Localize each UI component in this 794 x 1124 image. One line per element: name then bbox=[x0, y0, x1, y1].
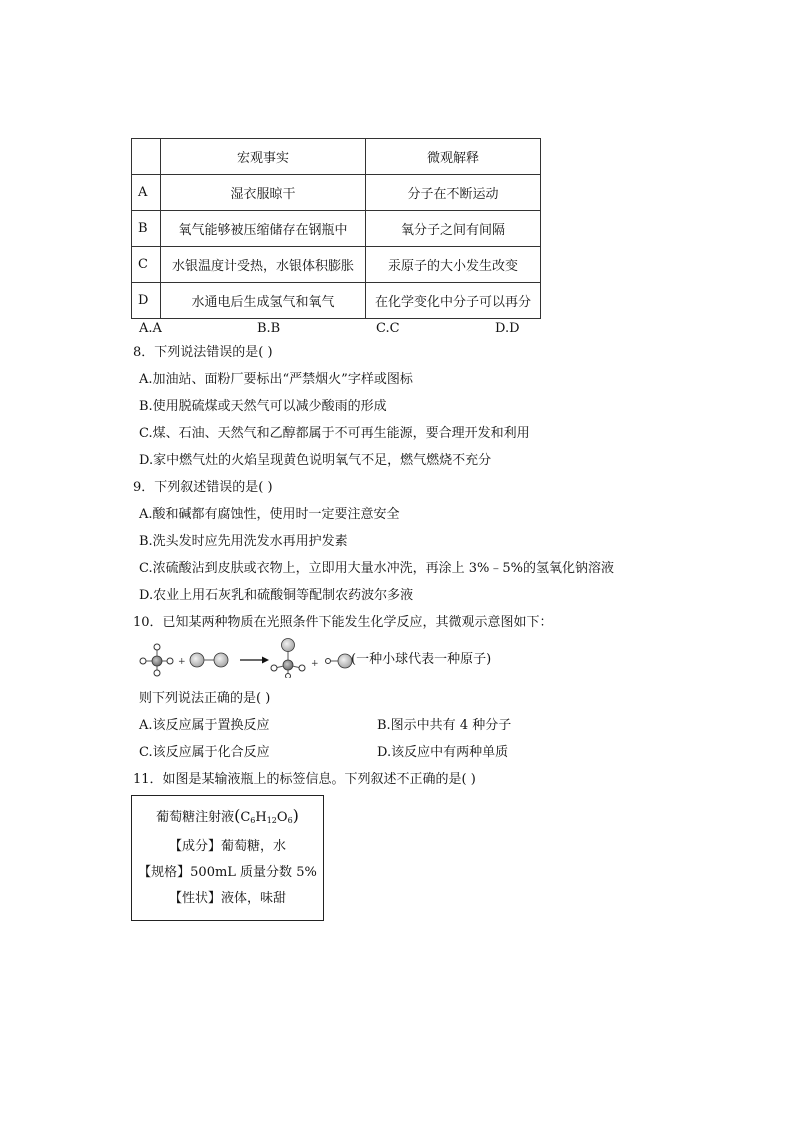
label-specification: 【规格】500mL 质量分数 5% bbox=[138, 865, 317, 880]
svg-text:+: + bbox=[178, 657, 186, 667]
q10-sub-stem: 则下列说法正确的是( ) bbox=[139, 691, 271, 706]
reaction-arrow-icon bbox=[240, 657, 269, 664]
table-header-cell: 微观解释 bbox=[366, 139, 541, 175]
q7-option-d: D.D bbox=[495, 321, 520, 336]
table-cell: B bbox=[132, 211, 161, 247]
label-title-line bbox=[132, 806, 323, 825]
reaction-diagram bbox=[136, 636, 356, 678]
product-molecule-1 bbox=[271, 639, 305, 679]
q10-stem: 10．已知某两种物质在光照条件下能发生化学反应，其微观示意图如下： bbox=[133, 615, 553, 630]
table-header-cell: 宏观事实 bbox=[161, 139, 366, 175]
table-header-cell bbox=[132, 139, 161, 175]
table-cell: 水银温度计受热，水银体积膨胀 bbox=[161, 247, 366, 283]
product-molecule-2 bbox=[326, 654, 353, 668]
table-row bbox=[132, 211, 541, 247]
q10-option-a: A.该反应属于置换反应 bbox=[139, 718, 270, 733]
q7-option-c: C.C bbox=[376, 321, 400, 336]
svg-text:+: + bbox=[311, 659, 319, 669]
reactant-molecule-2 bbox=[190, 653, 228, 667]
table-cell: D bbox=[132, 283, 161, 319]
question-7-table bbox=[131, 138, 541, 319]
table-header-row bbox=[132, 139, 541, 175]
q8-option-b: B.使用脱硫煤或天然气可以减少酸雨的形成 bbox=[139, 399, 387, 414]
q10-option-b: B.图示中共有 4 种分子 bbox=[377, 718, 512, 733]
table-row bbox=[132, 175, 541, 211]
label-formula: $(C_6H_{12}O_6)$ bbox=[234, 806, 299, 825]
table-row bbox=[132, 247, 541, 283]
q9-option-c: C.浓硫酸沾到皮肤或衣物上，立即用大量水冲洗，再涂上 3%﹣5%的氢氧化钠溶液 bbox=[139, 561, 614, 576]
label-properties: 【性状】液体，味甜 bbox=[168, 891, 286, 906]
table-cell: 氧分子之间有间隔 bbox=[366, 211, 541, 247]
label-ingredients: 【成分】葡萄糖，水 bbox=[168, 839, 286, 854]
q7-option-a: A.A bbox=[139, 321, 162, 336]
q10-option-c: C.该反应属于化合反应 bbox=[139, 745, 270, 760]
table-cell: 在化学变化中分子可以再分 bbox=[366, 283, 541, 319]
infusion-label-box bbox=[131, 795, 324, 921]
table-cell: 分子在不断运动 bbox=[366, 175, 541, 211]
diagram-note: (一种小球代表一种原子) bbox=[351, 652, 492, 667]
table-cell: 湿衣服晾干 bbox=[161, 175, 366, 211]
table-cell: A bbox=[132, 175, 161, 211]
q8-option-a: A.加油站、面粉厂要标出“严禁烟火”字样或图标 bbox=[139, 372, 413, 387]
label-title: 葡萄糖注射液 bbox=[156, 810, 235, 825]
q9-option-d: D.农业上用石灰乳和硫酸铜等配制农药波尔多液 bbox=[139, 588, 414, 603]
q7-option-b: B.B bbox=[257, 321, 281, 336]
q9-option-a: A.酸和碱都有腐蚀性，使用时一定要注意安全 bbox=[139, 507, 400, 522]
table-cell: 氧气能够被压缩储存在钢瓶中 bbox=[161, 211, 366, 247]
q8-option-c: C.煤、石油、天然气和乙醇都属于不可再生能源，要合理开发和利用 bbox=[139, 426, 530, 441]
table-cell: 汞原子的大小发生改变 bbox=[366, 247, 541, 283]
reactant-molecule-1 bbox=[140, 644, 173, 676]
q9-stem: 9．下列叙述错误的是( ) bbox=[133, 480, 273, 495]
table-row bbox=[132, 283, 541, 319]
q8-stem: 8．下列说法错误的是( ) bbox=[133, 345, 273, 360]
q11-stem: 11．如图是某输液瓶上的标签信息。下列叙述不正确的是( ) bbox=[133, 772, 476, 787]
q10-option-d: D.该反应中有两种单质 bbox=[377, 745, 509, 760]
table-cell: C bbox=[132, 247, 161, 283]
q8-option-d: D.家中燃气灶的火焰呈现黄色说明氧气不足，燃气燃烧不充分 bbox=[139, 453, 492, 468]
q9-option-b: B.洗头发时应先用洗发水再用护发素 bbox=[139, 534, 348, 549]
table-cell: 水通电后生成氢气和氧气 bbox=[161, 283, 366, 319]
